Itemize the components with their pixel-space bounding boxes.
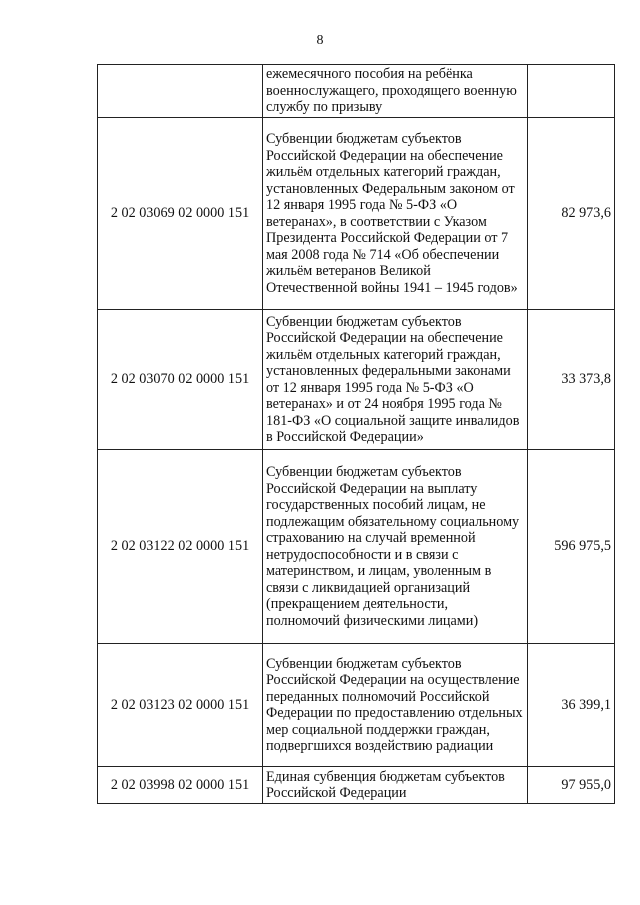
description-cell <box>263 450 528 644</box>
table-row <box>98 65 615 118</box>
description-text: Субвенции бюджетам субъектов Российской Федерации на обеспечение жильём отдельных категорий граждан, установленных Федеральным законом от 12 января 1995 года № 5-ФЗ «О ветеранах», в соответствии с Указом Президента Российской Федерации от 7 мая 2008 года № 714 «Об обеспечении жильём ветеранов Великой Отечественной войны 1941 – 1945 годов» <box>266 131 518 296</box>
budget-code-cell: 2 02 03123 02 0000 151 <box>98 644 263 767</box>
table-row <box>98 450 615 644</box>
table-row <box>98 644 615 767</box>
amount-cell: 596 975,5 <box>528 450 615 644</box>
amount-cell <box>528 65 615 118</box>
budget-code-cell: 2 02 03998 02 0000 151 <box>98 767 263 804</box>
description-text: ежемесячного пособия на ребёнка военнослужащего, проходящего военную службу по призыву <box>266 66 517 116</box>
table-row <box>98 767 615 804</box>
amount-cell: 36 399,1 <box>528 644 615 767</box>
description-cell <box>263 310 528 450</box>
description-cell <box>263 118 528 310</box>
table-row <box>98 310 615 450</box>
description-text: Субвенции бюджетам субъектов Российской Федерации на выплату государственных пособий лицам, не подлежащим обязательному социальному страхованию на случай временной нетрудоспособности и в связи с материнством, и лицам, уволенным в связи с ликвидацией организаций (прекращением деятельности, полномочий физическими лицами) <box>266 464 520 629</box>
description-cell <box>263 65 528 118</box>
budget-code-cell: 2 02 03122 02 0000 151 <box>98 450 263 644</box>
budget-code-cell <box>98 65 263 118</box>
page-number: 8 <box>316 33 324 48</box>
budget-revenue-table <box>97 64 615 804</box>
description-cell <box>263 644 528 767</box>
description-text: Единая субвенция бюджетам субъектов Российской Федерации <box>266 768 505 801</box>
description-text: Субвенции бюджетам субъектов Российской Федерации на осуществление переданных полномочий Российской Федерации по предоставлению отдельных мер социальной поддержки граждан, подвергшихся воздействию радиации <box>266 655 523 754</box>
amount-cell: 33 373,8 <box>528 310 615 450</box>
description-text: Субвенции бюджетам субъектов Российской Федерации на обеспечение жильём отдельных категорий граждан, установленных федеральными законами от 12 января 1995 года № 5-ФЗ «О ветеранах» и от 24 ноября 1995 года № 181-ФЗ «О социальной защите инвалидов в Российской Федерации» <box>266 313 520 445</box>
description-cell <box>263 767 528 804</box>
budget-code-cell: 2 02 03070 02 0000 151 <box>98 310 263 450</box>
budget-code-cell: 2 02 03069 02 0000 151 <box>98 118 263 310</box>
table-row <box>98 118 615 310</box>
amount-cell: 97 955,0 <box>528 767 615 804</box>
amount-cell: 82 973,6 <box>528 118 615 310</box>
